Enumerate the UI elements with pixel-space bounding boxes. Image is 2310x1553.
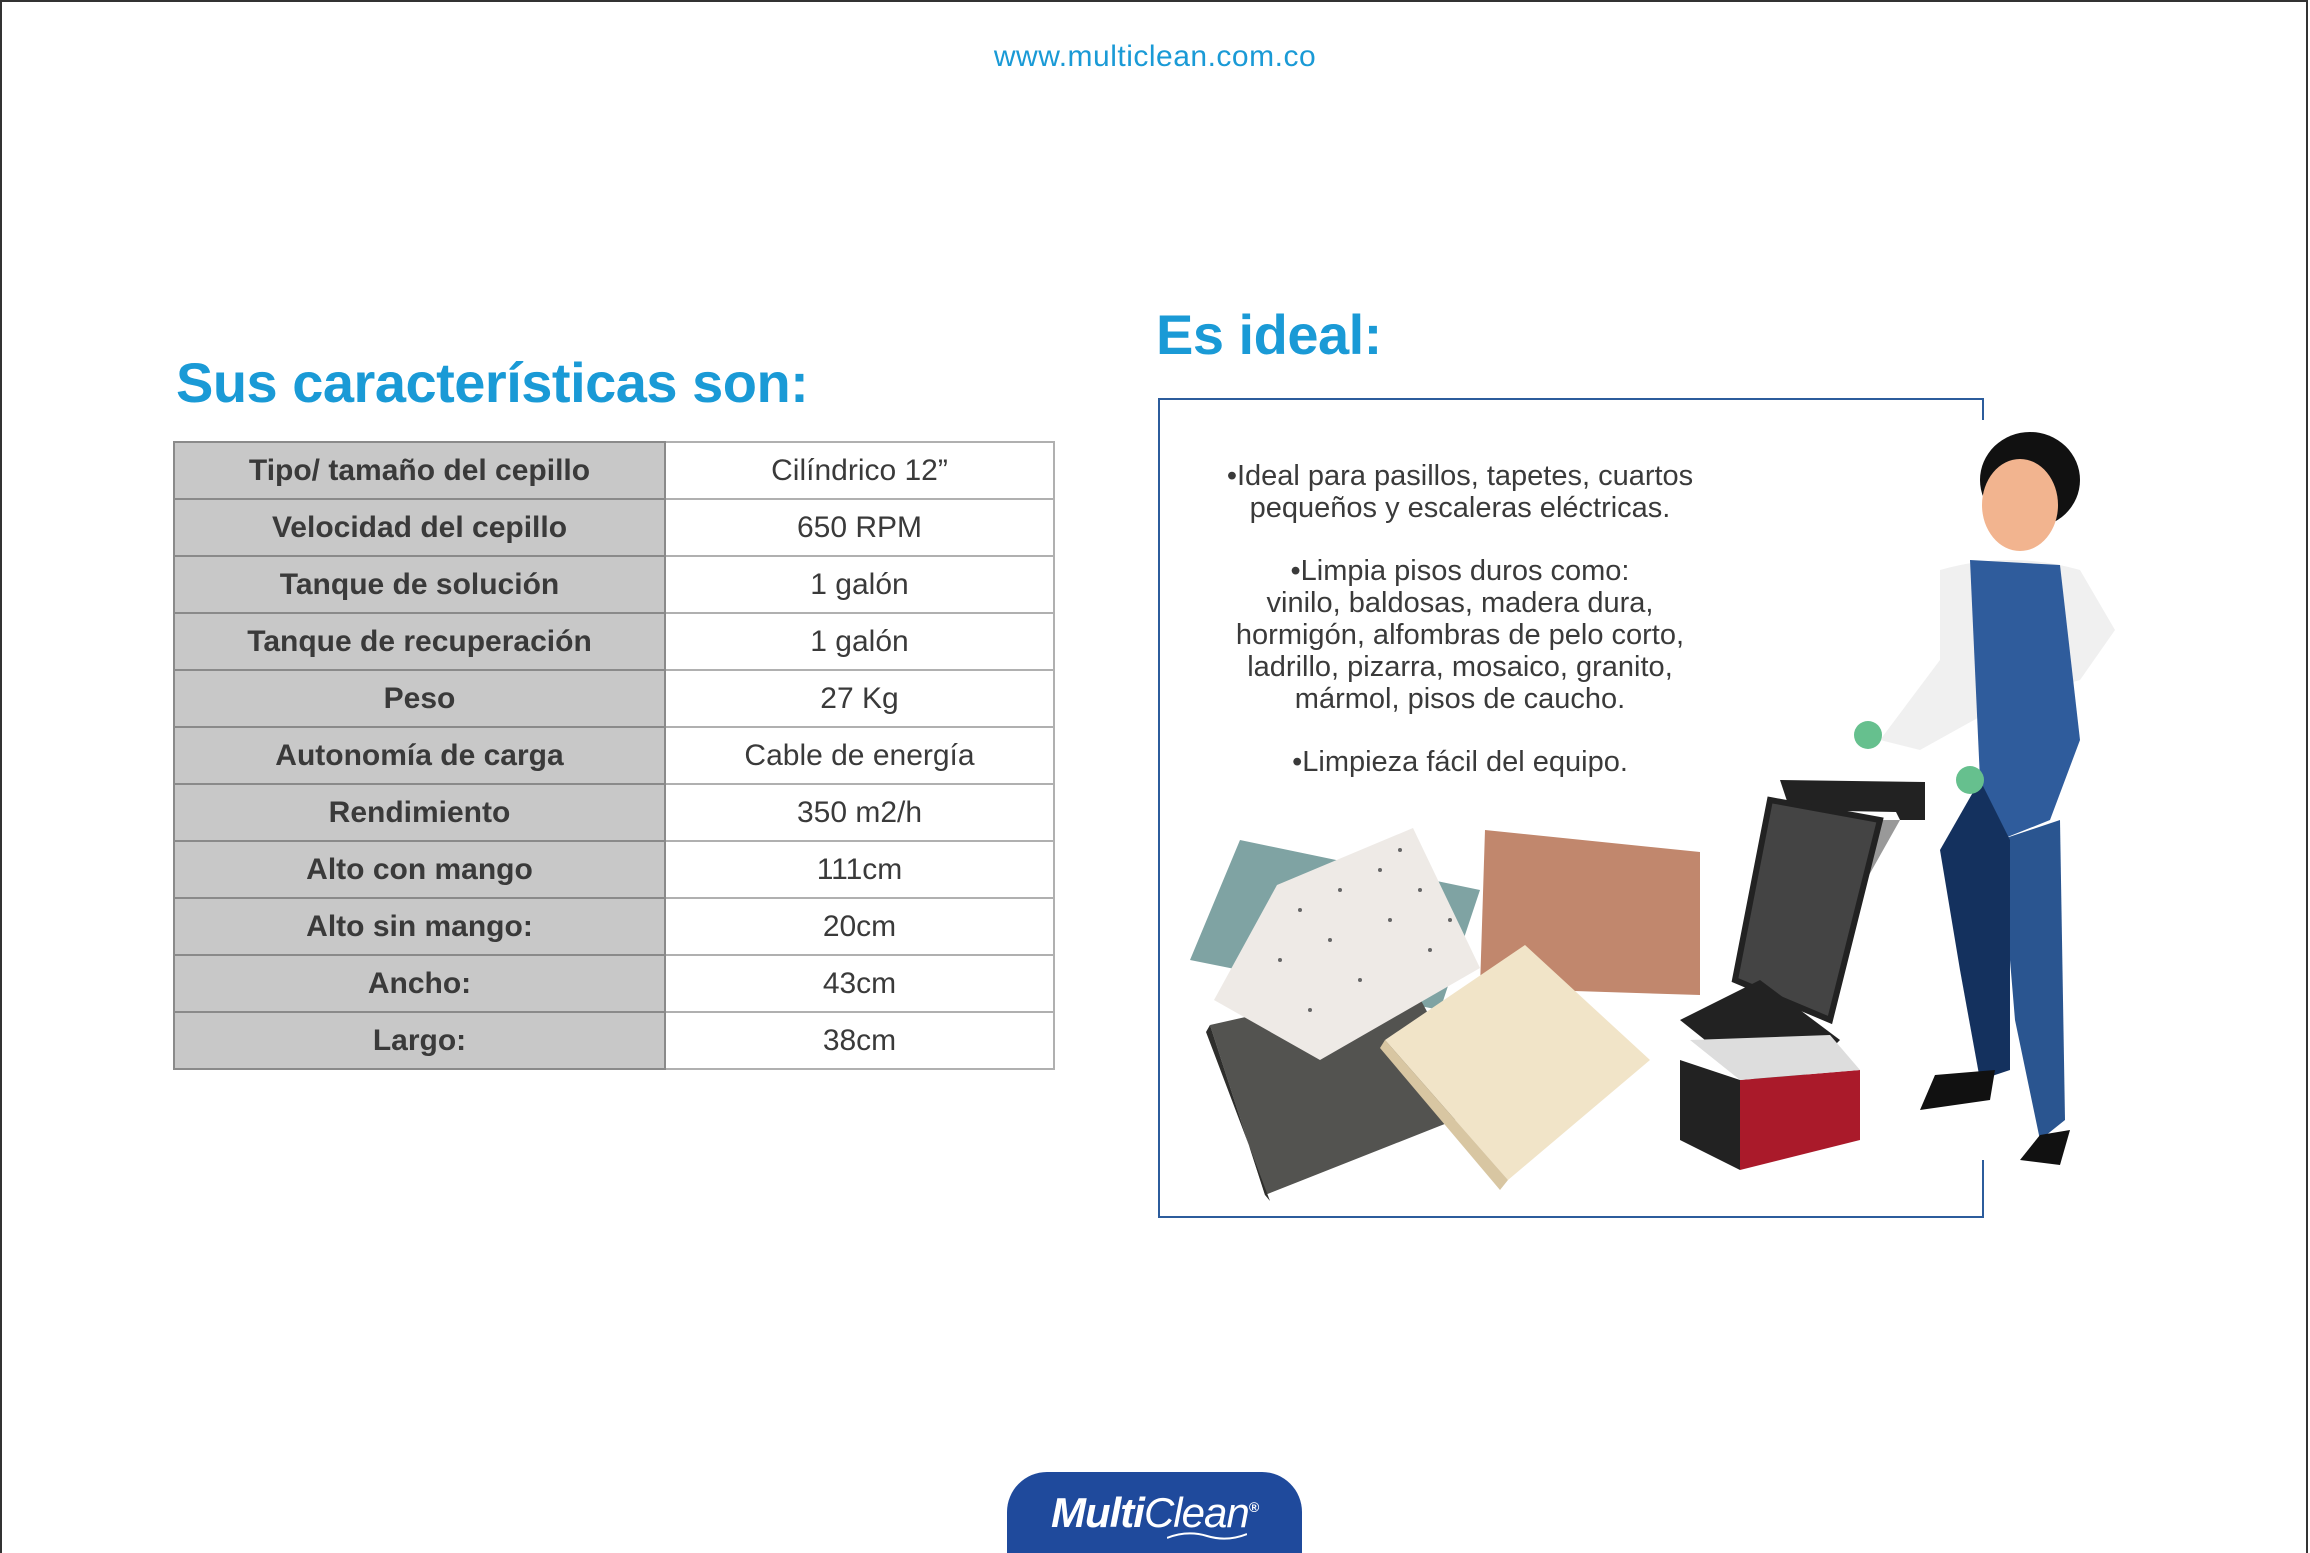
spec-value: Cable de energía bbox=[665, 727, 1054, 784]
table-row bbox=[174, 727, 1054, 784]
spec-value: 27 Kg bbox=[665, 670, 1054, 727]
spec-value: 20cm bbox=[665, 898, 1054, 955]
table-row bbox=[174, 841, 1054, 898]
spec-label: Velocidad del cepillo bbox=[174, 499, 665, 556]
specs-table-body bbox=[174, 442, 1054, 1069]
table-row bbox=[174, 955, 1054, 1012]
spec-value: 1 galón bbox=[665, 556, 1054, 613]
spec-label: Ancho: bbox=[174, 955, 665, 1012]
spec-label: Tanque de recuperación bbox=[174, 613, 665, 670]
spec-label: Largo: bbox=[174, 1012, 665, 1069]
table-row bbox=[174, 613, 1054, 670]
spec-label: Peso bbox=[174, 670, 665, 727]
logo-wave-icon bbox=[1167, 1530, 1247, 1542]
table-row bbox=[174, 442, 1054, 499]
floor-tiles bbox=[1190, 828, 1700, 1201]
table-row bbox=[174, 1012, 1054, 1069]
table-row bbox=[174, 784, 1054, 841]
spec-label: Tipo/ tamaño del cepillo bbox=[174, 442, 665, 499]
ideal-bullet: •Ideal para pasillos, tapetes, cuartos pequeños y escaleras eléctricas. bbox=[1226, 460, 1694, 524]
multiclean-logo bbox=[1007, 1472, 1302, 1553]
ideal-title: Es ideal: bbox=[1156, 303, 1382, 366]
spec-label: Alto con mango bbox=[174, 841, 665, 898]
ideal-bullets bbox=[1180, 460, 1740, 809]
logo-regular: Clean bbox=[1143, 1488, 1249, 1536]
table-row bbox=[174, 670, 1054, 727]
spec-label: Rendimiento bbox=[174, 784, 665, 841]
spec-label: Autonomía de carga bbox=[174, 727, 665, 784]
spec-value: Cilíndrico 12” bbox=[665, 442, 1054, 499]
features-title: Sus características son: bbox=[176, 351, 809, 414]
spec-label: Alto sin mango: bbox=[174, 898, 665, 955]
logo-registered-mark: ® bbox=[1248, 1498, 1259, 1515]
spec-value: 350 m2/h bbox=[665, 784, 1054, 841]
website-url[interactable]: www.multiclean.com.co bbox=[993, 40, 1317, 73]
spec-value: 650 RPM bbox=[665, 499, 1054, 556]
table-row bbox=[174, 499, 1054, 556]
table-row bbox=[174, 556, 1054, 613]
ideal-bullet: •Limpia pisos duros como: vinilo, baldosas, madera dura, hormigón, alfombras de pelo corto, ladrillo, pizarra, mosaico, granito, mármol, pisos de caucho. bbox=[1235, 555, 1685, 715]
spec-value: 1 galón bbox=[665, 613, 1054, 670]
ideal-bullet: •Limpieza fácil del equipo. bbox=[1292, 746, 1628, 778]
table-row bbox=[174, 898, 1054, 955]
logo-bold: Multi bbox=[1050, 1488, 1144, 1536]
spec-value: 111cm bbox=[665, 841, 1054, 898]
specs-table bbox=[173, 441, 1055, 1070]
spec-value: 43cm bbox=[665, 955, 1054, 1012]
spec-value: 38cm bbox=[665, 1012, 1054, 1069]
floor-scrubber bbox=[1680, 780, 1925, 1170]
spec-label: Tanque de solución bbox=[174, 556, 665, 613]
